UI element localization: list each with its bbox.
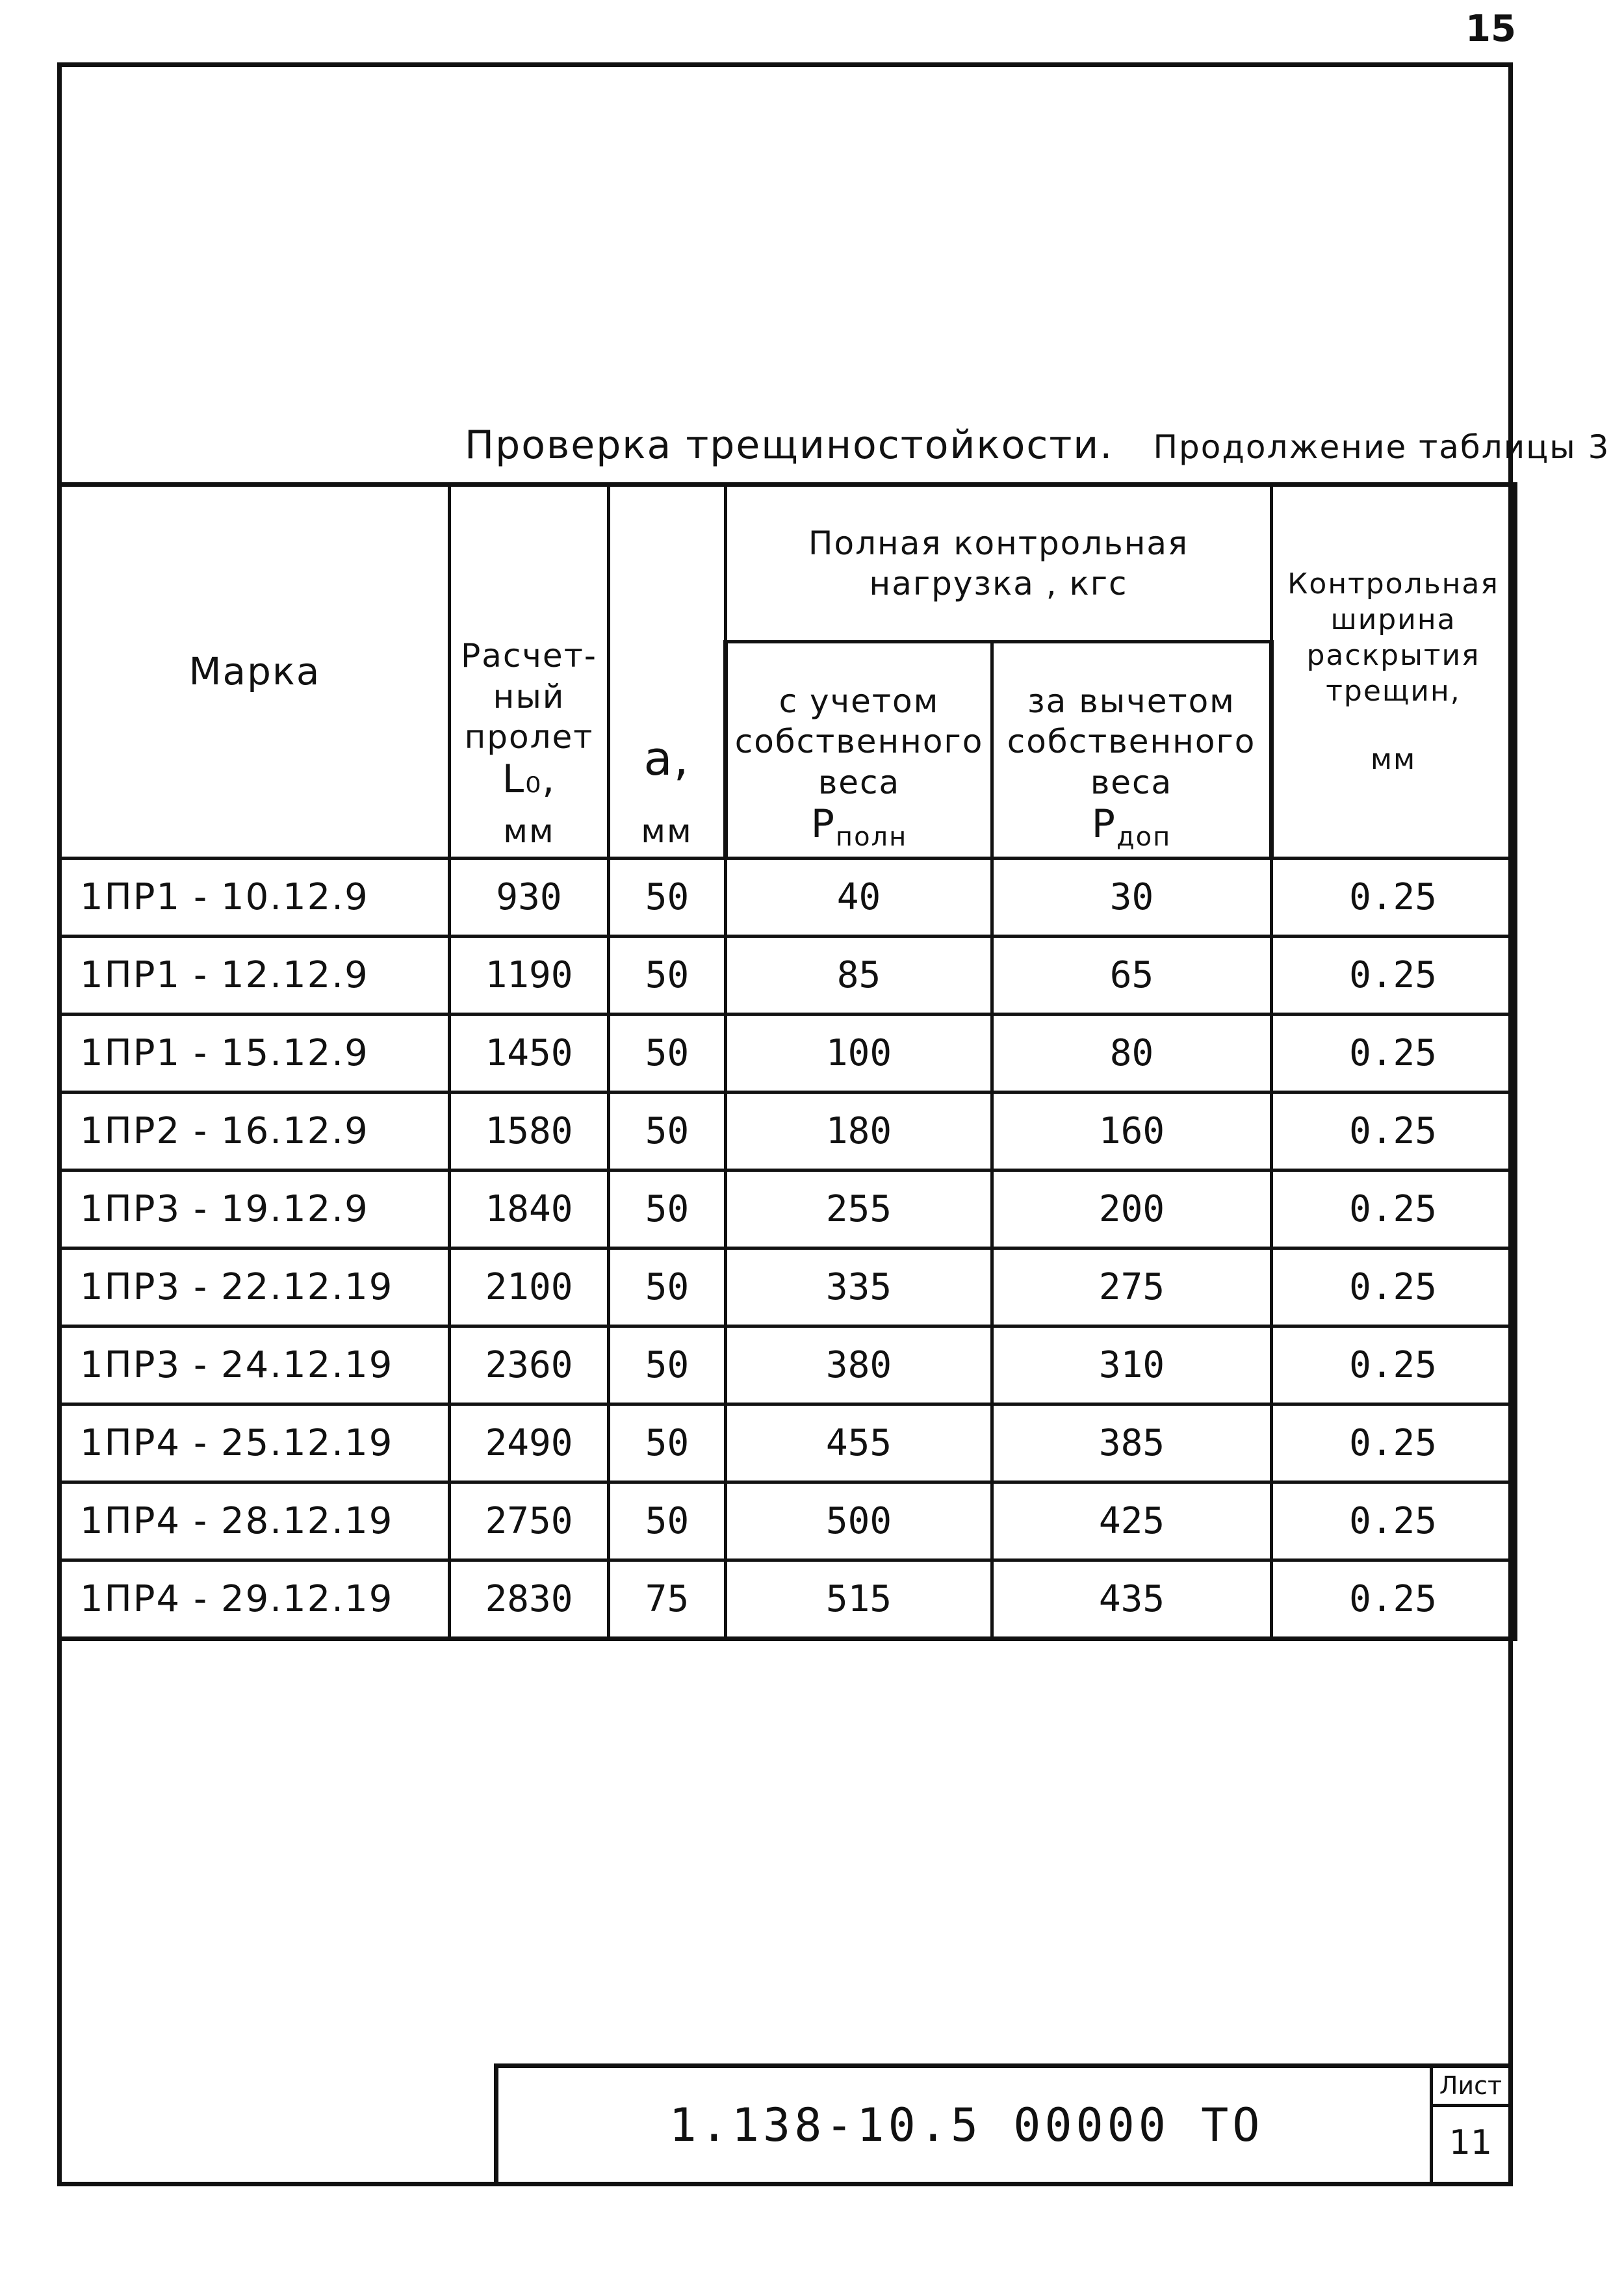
cell-mark: 1ПР3 - 19.12.9 xyxy=(60,1170,450,1248)
header-crack xyxy=(1272,485,1515,859)
cell-p-full: 85 xyxy=(726,937,992,1015)
cell-a: 50 xyxy=(609,1248,726,1326)
document-code: 1.138-10.5 00000 ТО xyxy=(669,2098,1264,2152)
table-row xyxy=(60,1404,1515,1482)
header-load-without xyxy=(992,642,1272,859)
header-crack-unit: мм xyxy=(1370,743,1417,776)
table-row xyxy=(60,859,1515,937)
header-crack-label: Контрольная ширина раскрытия трещин, xyxy=(1287,567,1499,708)
table-row xyxy=(60,1248,1515,1326)
cell-p-add: 435 xyxy=(992,1560,1272,1639)
cell-p-full: 40 xyxy=(726,859,992,937)
cell-a: 75 xyxy=(609,1560,726,1639)
cell-mark: 1ПР2 - 16.12.9 xyxy=(60,1093,450,1170)
cell-span: 2830 xyxy=(450,1560,609,1639)
header-load-with-label: с учетом собственного веса xyxy=(734,682,984,801)
header-load-group: Полная контрольная нагрузка , кгс xyxy=(726,485,1272,642)
header-a-unit: мм xyxy=(641,812,693,850)
cell-p-add: 30 xyxy=(992,859,1272,937)
cell-a: 50 xyxy=(609,1015,726,1093)
cell-mark: 1ПР4 - 29.12.19 xyxy=(60,1560,450,1639)
crack-resistance-table xyxy=(57,482,1517,1641)
cell-p-full: 455 xyxy=(726,1404,992,1482)
table-caption xyxy=(465,422,1610,468)
table-row xyxy=(60,1093,1515,1170)
header-span-label: Расчет-ный пролет xyxy=(461,637,597,756)
cell-p-full: 500 xyxy=(726,1482,992,1560)
header-span-unit: мм xyxy=(503,812,555,850)
cell-mark: 1ПР3 - 22.12.19 xyxy=(60,1248,450,1326)
header-span-symbol: L₀, xyxy=(502,756,556,802)
cell-crack: 0.25 xyxy=(1272,1015,1515,1093)
cell-a: 50 xyxy=(609,859,726,937)
cell-p-add: 160 xyxy=(992,1093,1272,1170)
cell-mark: 1ПР4 - 28.12.19 xyxy=(60,1482,450,1560)
cell-span: 1840 xyxy=(450,1170,609,1248)
table-row xyxy=(60,1326,1515,1404)
cell-p-add: 425 xyxy=(992,1482,1272,1560)
cell-span: 2360 xyxy=(450,1326,609,1404)
caption-continuation: Продолжение таблицы 3 xyxy=(1153,428,1610,466)
cell-span: 2490 xyxy=(450,1404,609,1482)
table-row xyxy=(60,1560,1515,1639)
cell-crack: 0.25 xyxy=(1272,1170,1515,1248)
cell-span: 2100 xyxy=(450,1248,609,1326)
header-a-symbol: a, xyxy=(643,731,690,786)
cell-p-add: 80 xyxy=(992,1015,1272,1093)
cell-a: 50 xyxy=(609,1170,726,1248)
cell-p-full: 335 xyxy=(726,1248,992,1326)
cell-mark: 1ПР3 - 24.12.19 xyxy=(60,1326,450,1404)
cell-span: 1580 xyxy=(450,1093,609,1170)
cell-p-add: 65 xyxy=(992,937,1272,1015)
cell-a: 50 xyxy=(609,937,726,1015)
header-load-with-symbol: $Р_{полн}$ xyxy=(810,801,908,852)
cell-mark: 1ПР1 - 12.12.9 xyxy=(60,937,450,1015)
sheet-number: 11 xyxy=(1449,2123,1493,2162)
header-load-without-symbol: $Р_{доп}$ xyxy=(1091,801,1172,852)
cell-mark: 1ПР1 - 15.12.9 xyxy=(60,1015,450,1093)
caption-title: Проверка трещиностойкости. xyxy=(465,422,1114,468)
cell-crack: 0.25 xyxy=(1272,1482,1515,1560)
cell-span: 2750 xyxy=(450,1482,609,1560)
cell-p-full: 180 xyxy=(726,1093,992,1170)
cell-p-add: 200 xyxy=(992,1170,1272,1248)
page-number: 15 xyxy=(1465,8,1516,50)
cell-mark: 1ПР1 - 10.12.9 xyxy=(60,859,450,937)
cell-p-add: 275 xyxy=(992,1248,1272,1326)
header-load-without-label: за вычетом собственного веса xyxy=(1007,682,1256,801)
cell-a: 50 xyxy=(609,1326,726,1404)
table-row xyxy=(60,1170,1515,1248)
header-a xyxy=(609,485,726,859)
cell-crack: 0.25 xyxy=(1272,937,1515,1015)
table-row xyxy=(60,1015,1515,1093)
cell-p-full: 100 xyxy=(726,1015,992,1093)
sheet-label: Лист xyxy=(1433,2068,1508,2107)
title-block-stamp xyxy=(494,2063,1513,2186)
cell-crack: 0.25 xyxy=(1272,1404,1515,1482)
cell-span: 930 xyxy=(450,859,609,937)
cell-a: 50 xyxy=(609,1404,726,1482)
sheet-box xyxy=(1430,2068,1513,2182)
header-span xyxy=(450,485,609,859)
cell-crack: 0.25 xyxy=(1272,1326,1515,1404)
cell-p-add: 310 xyxy=(992,1326,1272,1404)
cell-span: 1190 xyxy=(450,937,609,1015)
cell-p-full: 255 xyxy=(726,1170,992,1248)
cell-span: 1450 xyxy=(450,1015,609,1093)
header-mark: Марка xyxy=(60,485,450,859)
header-row-1 xyxy=(60,485,1515,642)
cell-p-full: 380 xyxy=(726,1326,992,1404)
cell-crack: 0.25 xyxy=(1272,1560,1515,1639)
cell-crack: 0.25 xyxy=(1272,1093,1515,1170)
cell-mark: 1ПР4 - 25.12.19 xyxy=(60,1404,450,1482)
header-load-with xyxy=(726,642,992,859)
table-row xyxy=(60,1482,1515,1560)
cell-a: 50 xyxy=(609,1482,726,1560)
table-row xyxy=(60,937,1515,1015)
cell-p-full: 515 xyxy=(726,1560,992,1639)
cell-crack: 0.25 xyxy=(1272,859,1515,937)
cell-a: 50 xyxy=(609,1093,726,1170)
cell-p-add: 385 xyxy=(992,1404,1272,1482)
cell-crack: 0.25 xyxy=(1272,1248,1515,1326)
